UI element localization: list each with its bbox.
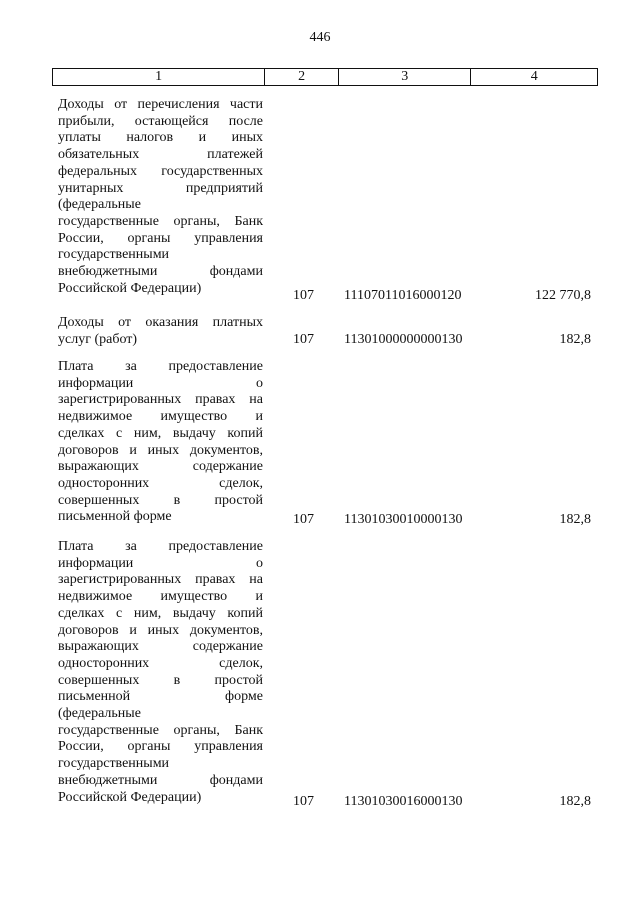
description-line: России, органы управления <box>58 739 263 755</box>
row-code-admin: 107 <box>293 332 314 347</box>
table-header-row <box>52 68 598 86</box>
description-line: сделках с ним, выдачу копий <box>58 425 263 441</box>
description-line: договоров и иных документов, <box>58 622 263 638</box>
description-line: (федеральные <box>58 706 141 722</box>
row-code-admin: 107 <box>293 512 314 527</box>
description-line: внебюджетными фондами <box>58 772 263 788</box>
header-col-2: 2 <box>264 69 338 85</box>
description-line: договоров и иных документов, <box>58 442 263 458</box>
header-col-3: 3 <box>338 69 471 85</box>
row-code-admin: 107 <box>293 794 314 809</box>
description-line: России, органы управления <box>58 230 263 246</box>
row-budget-code: 11301030010000130 <box>344 512 463 527</box>
row-code-admin: 107 <box>293 288 314 303</box>
description-line: недвижимое имущество и <box>58 409 263 425</box>
row-amount: 122 770,8 <box>535 288 591 303</box>
row-description <box>58 539 263 806</box>
description-line: совершенных в простой <box>58 492 263 508</box>
description-line: унитарных предприятий <box>58 180 263 196</box>
row-amount: 182,8 <box>559 512 591 527</box>
description-line: (федеральные <box>58 197 141 213</box>
description-line: Доходы от оказания платных <box>58 315 263 330</box>
row-description <box>58 315 263 348</box>
description-line: Доходы от перечисления части <box>58 97 263 112</box>
table-row <box>52 359 598 534</box>
description-line: письменной форме <box>58 689 263 705</box>
header-col-4: 4 <box>470 69 597 85</box>
description-line: государственными <box>58 756 170 772</box>
row-amount: 182,8 <box>559 794 591 809</box>
table-row <box>52 97 598 307</box>
description-line: Российской Федерации) <box>58 280 202 296</box>
description-line: совершенных в простой <box>58 672 263 688</box>
description-line: недвижимое имущество и <box>58 589 263 605</box>
description-line: федеральных государственных <box>58 163 263 179</box>
page-number: 446 <box>309 30 331 45</box>
row-budget-code: 11107011016000120 <box>344 288 462 303</box>
description-line: выражающих содержание <box>58 459 263 475</box>
description-line: односторонних сделок, <box>58 475 263 491</box>
description-line: государственными <box>58 247 170 263</box>
description-line: зарегистрированных правах на <box>58 572 263 588</box>
description-line: услуг (работ) <box>58 331 138 347</box>
description-line: государственные органы, Банк <box>58 722 263 738</box>
row-budget-code: 11301030016000130 <box>344 794 463 809</box>
description-line: внебюджетными фондами <box>58 264 263 280</box>
description-line: Плата за предоставление <box>58 359 263 374</box>
description-line: прибыли, остающейся после <box>58 113 263 129</box>
description-line: Российской Федерации) <box>58 789 202 805</box>
table-row <box>52 539 598 819</box>
description-line: зарегистрированных правах на <box>58 392 263 408</box>
description-line: информации о <box>58 375 263 391</box>
description-line: Плата за предоставление <box>58 539 263 554</box>
description-line: сделках с ним, выдачу копий <box>58 605 263 621</box>
description-line: обязательных платежей <box>58 147 263 163</box>
row-description <box>58 359 263 526</box>
description-line: государственные органы, Банк <box>58 213 263 229</box>
row-description <box>58 97 263 297</box>
header-col-1: 1 <box>155 69 163 84</box>
description-line: письменной форме <box>58 509 172 525</box>
row-budget-code: 11301000000000130 <box>344 332 463 347</box>
table-row <box>52 315 598 355</box>
description-line: выражающих содержание <box>58 639 263 655</box>
row-amount: 182,8 <box>559 332 591 347</box>
description-line: односторонних сделок, <box>58 655 263 671</box>
description-line: уплаты налогов и иных <box>58 130 263 146</box>
description-line: информации о <box>58 555 263 571</box>
